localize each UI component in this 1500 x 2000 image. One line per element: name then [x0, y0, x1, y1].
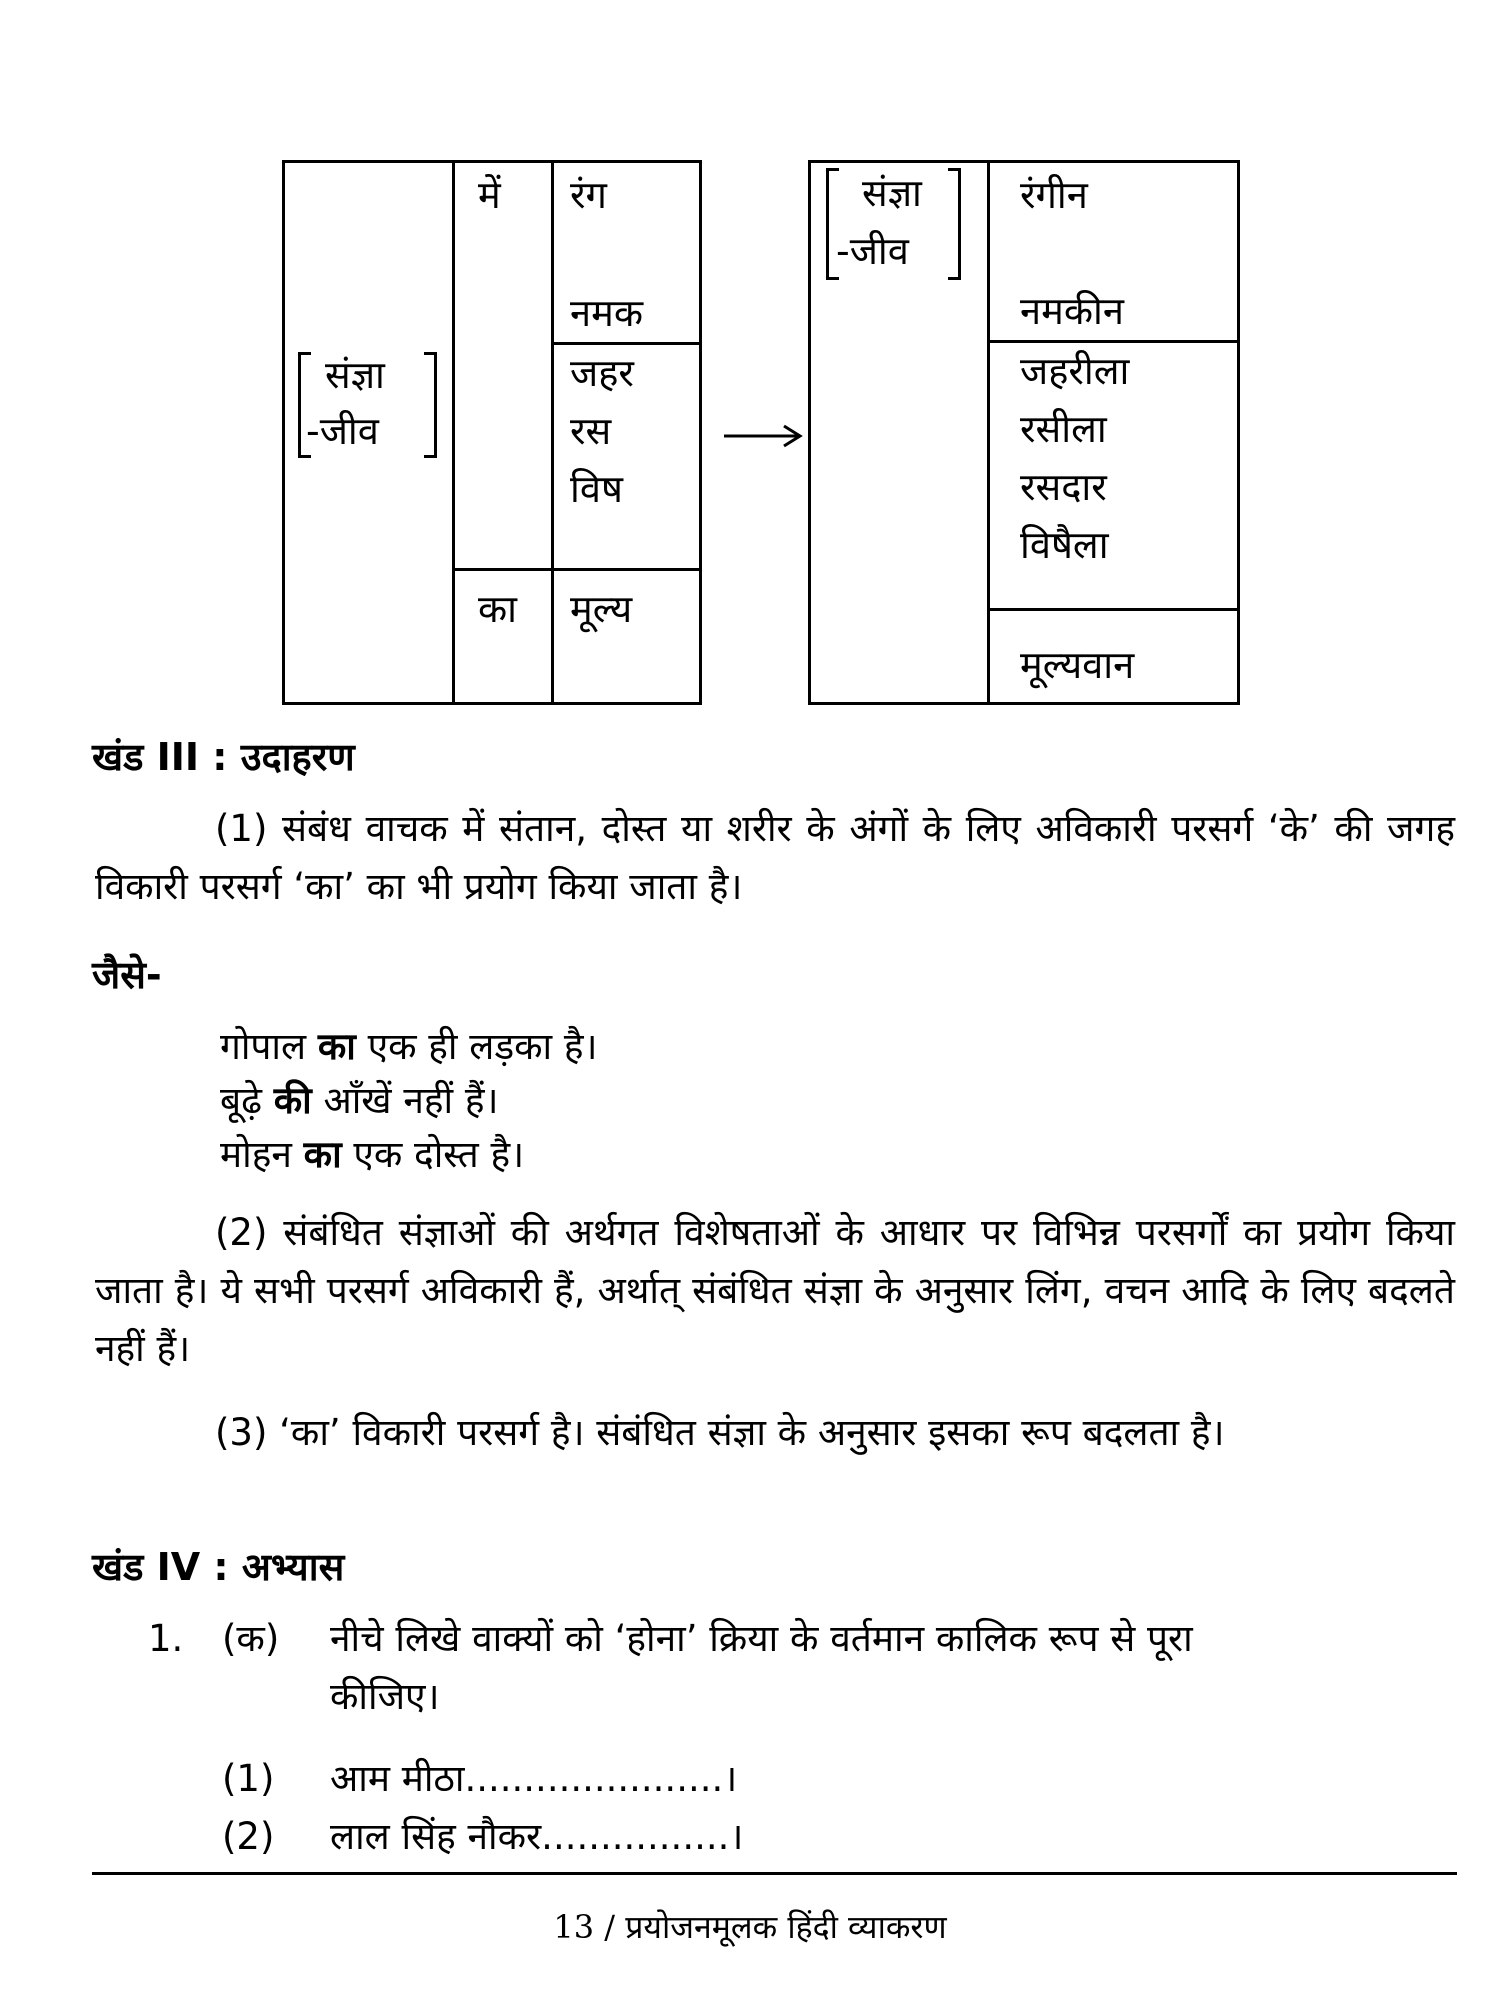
- right-bracket-close: [948, 168, 961, 280]
- left-postposition-1: में: [478, 173, 501, 217]
- right-bracket-bottom: -जीव: [836, 229, 909, 273]
- section-3-heading: खंड III : उदाहरण: [92, 735, 355, 779]
- right-word-jahreela: जहरीला: [1020, 349, 1130, 393]
- left-table-divider-2: [551, 160, 554, 705]
- example-3-pre: मोहन: [220, 1133, 304, 1176]
- footer-divider: [92, 1872, 1457, 1875]
- left-word-jahar: जहर: [570, 351, 634, 395]
- left-bracket-top: संज्ञा: [325, 353, 385, 397]
- left-word-namak: नमक: [570, 291, 643, 335]
- question-number: 1.: [148, 1617, 184, 1660]
- left-table-divider-1: [452, 160, 455, 705]
- exercise-item-1-text: आम मीठा......................।: [330, 1757, 738, 1800]
- right-word-namkeen: नमकीन: [1020, 289, 1124, 333]
- section-3-para-1: [95, 800, 1455, 916]
- left-bracket-bottom: -जीव: [306, 409, 379, 453]
- right-word-raseela: रसीला: [1020, 407, 1107, 451]
- left-word-ras: रस: [570, 409, 612, 453]
- question-text-line-2: कीजिए।: [330, 1675, 440, 1718]
- right-word-vishaila: विषैला: [1020, 523, 1109, 567]
- section-3-para-2: [95, 1204, 1455, 1378]
- right-table-row-divider-1: [987, 340, 1240, 343]
- exercise-item-2-text: लाल सिंह नौकर................।: [330, 1815, 744, 1858]
- example-3-bold: का: [303, 1133, 342, 1176]
- example-1-bold: का: [317, 1025, 356, 1068]
- left-bracket-close: [424, 352, 437, 458]
- example-1-post: एक ही लड़का है।: [355, 1025, 598, 1068]
- right-word-mulyavan: मूल्यवान: [1020, 643, 1135, 687]
- example-3-post: एक दोस्त है।: [341, 1133, 525, 1176]
- left-table-row-divider-2: [452, 568, 702, 571]
- exercise-item-1-num: (1): [222, 1757, 275, 1800]
- right-word-rangeen: रंगीन: [1020, 173, 1088, 217]
- left-word-rang: रंग: [570, 173, 607, 217]
- left-word-vish: विष: [570, 467, 623, 511]
- example-line-2: [220, 1074, 499, 1128]
- example-line-3: [220, 1128, 524, 1182]
- right-table-row-divider-2: [987, 608, 1240, 611]
- example-2-pre: बूढ़े: [220, 1079, 274, 1122]
- section-3-para-2-text: (2) संबंधित संज्ञाओं की अर्थगत विशेषताओं के आधार पर विभिन्न परसर्गों का प्रयोग किया जाता है। ये सभी परसर्ग अविकारी हैं, अर्थात् संबंधित संज्ञा के अनुसार लिंग, वचन आदि के लिए बदलते नहीं हैं।: [95, 1211, 1455, 1370]
- example-2-bold: की: [273, 1079, 312, 1122]
- exercise-item-2-num: (2): [222, 1815, 275, 1858]
- left-table-row-divider-1: [551, 342, 702, 345]
- left-postposition-2: का: [478, 587, 518, 631]
- question-label: (क): [222, 1617, 280, 1660]
- right-word-rasdar: रसदार: [1020, 465, 1107, 509]
- page-footer: 13 / प्रयोजनमूलक हिंदी व्याकरण: [553, 1908, 947, 1946]
- section-3-para-3-text: (3) ‘का’ विकारी परसर्ग है। संबंधित संज्ञा के अनुसार इसका रूप बदलता है।: [215, 1411, 1225, 1454]
- section-4-heading: खंड IV : अभ्यास: [92, 1545, 345, 1589]
- example-1-pre: गोपाल: [220, 1025, 318, 1068]
- question-text-line-1: नीचे लिखे वाक्यों को ‘होना’ क्रिया के वर्तमान कालिक रूप से पूरा: [330, 1617, 1193, 1660]
- example-2-post: आँखें नहीं हैं।: [311, 1079, 499, 1122]
- right-bracket-top: संज्ञा: [862, 171, 922, 215]
- example-line-1: [220, 1020, 598, 1074]
- right-table-divider: [987, 160, 990, 705]
- section-3-para-1-text: (1) संबंध वाचक में संतान, दोस्त या शरीर के अंगों के लिए अविकारी परसर्ग ‘के’ की जगह विकारी परसर्ग ‘का’ का भी प्रयोग किया जाता है।: [95, 807, 1455, 908]
- left-word-mulya: मूल्य: [570, 587, 633, 631]
- such-as-label: जैसे-: [92, 953, 162, 997]
- section-3-para-3: [95, 1404, 1455, 1462]
- transform-arrow-icon: [722, 421, 804, 451]
